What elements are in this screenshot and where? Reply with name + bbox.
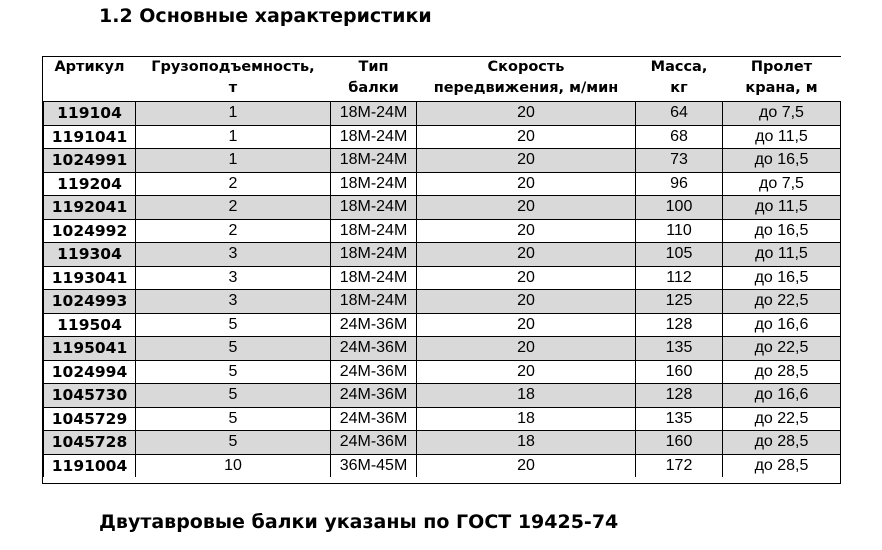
cell-beam-type: 18М-24М	[331, 219, 417, 243]
cell-article: 1024991	[44, 149, 136, 173]
cell-article: 1045730	[44, 384, 136, 408]
cell-span: до 16,5	[723, 219, 841, 243]
cell-mass: 112	[636, 266, 723, 290]
table-row	[44, 125, 841, 149]
header-span: Пролет крана, м	[723, 57, 841, 102]
table-row	[44, 149, 841, 173]
cell-capacity: 1	[136, 149, 331, 173]
cell-mass: 96	[636, 172, 723, 196]
cell-mass: 110	[636, 219, 723, 243]
cell-span: до 11,5	[723, 125, 841, 149]
cell-speed: 20	[417, 266, 636, 290]
cell-speed: 20	[417, 313, 636, 337]
cell-mass: 160	[636, 431, 723, 455]
cell-beam-type: 18М-24М	[331, 290, 417, 314]
cell-capacity: 5	[136, 360, 331, 384]
table-row	[44, 196, 841, 220]
header-beam-type: Тип балки	[331, 57, 417, 102]
cell-speed: 20	[417, 360, 636, 384]
cell-beam-type: 24М-36М	[331, 431, 417, 455]
cell-span: до 16,6	[723, 384, 841, 408]
cell-speed: 18	[417, 384, 636, 408]
table-row	[44, 172, 841, 196]
cell-beam-type: 18М-24М	[331, 125, 417, 149]
cell-speed: 20	[417, 102, 636, 126]
cell-article: 1045728	[44, 431, 136, 455]
cell-mass: 68	[636, 125, 723, 149]
cell-article: 1045729	[44, 407, 136, 431]
cell-capacity: 3	[136, 243, 331, 267]
cell-mass: 125	[636, 290, 723, 314]
cell-article: 1195041	[44, 337, 136, 361]
header-mass: Масса, кг	[636, 57, 723, 102]
cell-span: до 7,5	[723, 102, 841, 126]
cell-capacity: 1	[136, 125, 331, 149]
cell-beam-type: 18М-24М	[331, 266, 417, 290]
cell-article: 119204	[44, 172, 136, 196]
cell-beam-type: 24М-36М	[331, 337, 417, 361]
cell-article: 1191041	[44, 125, 136, 149]
cell-article: 1024993	[44, 290, 136, 314]
cell-speed: 18	[417, 431, 636, 455]
table-row	[44, 290, 841, 314]
cell-span: до 28,5	[723, 454, 841, 477]
cell-mass: 135	[636, 337, 723, 361]
cell-speed: 20	[417, 196, 636, 220]
cell-mass: 160	[636, 360, 723, 384]
cell-beam-type: 24М-36М	[331, 313, 417, 337]
cell-span: до 28,5	[723, 431, 841, 455]
header-capacity: Грузоподъемность, т	[136, 57, 331, 102]
table-row	[44, 407, 841, 431]
table-row	[44, 431, 841, 455]
cell-capacity: 5	[136, 337, 331, 361]
cell-beam-type: 18М-24М	[331, 172, 417, 196]
cell-article: 1193041	[44, 266, 136, 290]
cell-span: до 11,5	[723, 196, 841, 220]
cell-beam-type: 36М-45М	[331, 454, 417, 477]
table-header-row	[44, 57, 841, 102]
cell-mass: 128	[636, 384, 723, 408]
cell-mass: 172	[636, 454, 723, 477]
cell-beam-type: 18М-24М	[331, 196, 417, 220]
cell-span: до 22,5	[723, 290, 841, 314]
cell-span: до 11,5	[723, 243, 841, 267]
cell-capacity: 3	[136, 266, 331, 290]
cell-speed: 18	[417, 407, 636, 431]
specifications-table	[43, 57, 841, 477]
cell-mass: 105	[636, 243, 723, 267]
cell-speed: 20	[417, 337, 636, 361]
cell-span: до 16,5	[723, 149, 841, 173]
cell-beam-type: 24М-36М	[331, 384, 417, 408]
cell-speed: 20	[417, 219, 636, 243]
table-row	[44, 384, 841, 408]
cell-article: 119504	[44, 313, 136, 337]
cell-beam-type: 24М-36М	[331, 360, 417, 384]
header-speed: Скорость передвижения, м/мин	[417, 57, 636, 102]
cell-mass: 128	[636, 313, 723, 337]
cell-article: 1024994	[44, 360, 136, 384]
cell-mass: 73	[636, 149, 723, 173]
cell-span: до 16,5	[723, 266, 841, 290]
cell-span: до 22,5	[723, 337, 841, 361]
cell-span: до 7,5	[723, 172, 841, 196]
cell-mass: 64	[636, 102, 723, 126]
cell-capacity: 2	[136, 219, 331, 243]
cell-capacity: 3	[136, 290, 331, 314]
cell-capacity: 2	[136, 196, 331, 220]
gost-note: Двутавровые балки указаны по ГОСТ 19425-74	[99, 511, 619, 533]
cell-span: до 28,5	[723, 360, 841, 384]
cell-article: 1024992	[44, 219, 136, 243]
cell-article: 119304	[44, 243, 136, 267]
table-row	[44, 243, 841, 267]
cell-beam-type: 18М-24М	[331, 102, 417, 126]
cell-article: 119104	[44, 102, 136, 126]
cell-speed: 20	[417, 149, 636, 173]
cell-article: 1192041	[44, 196, 136, 220]
cell-capacity: 10	[136, 454, 331, 477]
table-row	[44, 266, 841, 290]
cell-mass: 135	[636, 407, 723, 431]
cell-speed: 20	[417, 290, 636, 314]
cell-article: 1191004	[44, 454, 136, 477]
table-row	[44, 219, 841, 243]
cell-capacity: 5	[136, 384, 331, 408]
cell-beam-type: 18М-24М	[331, 149, 417, 173]
header-article: Артикул	[44, 57, 136, 102]
cell-speed: 20	[417, 172, 636, 196]
table-row	[44, 337, 841, 361]
table-row	[44, 102, 841, 126]
cell-span: до 16,6	[723, 313, 841, 337]
cell-capacity: 5	[136, 313, 331, 337]
table-row	[44, 454, 841, 477]
table-row	[44, 360, 841, 384]
cell-capacity: 2	[136, 172, 331, 196]
cell-mass: 100	[636, 196, 723, 220]
cell-beam-type: 18М-24М	[331, 243, 417, 267]
cell-capacity: 5	[136, 407, 331, 431]
cell-beam-type: 24М-36М	[331, 407, 417, 431]
cell-speed: 20	[417, 243, 636, 267]
table-row	[44, 313, 841, 337]
cell-capacity: 5	[136, 431, 331, 455]
section-title: 1.2 Основные характеристики	[99, 5, 432, 27]
cell-speed: 20	[417, 125, 636, 149]
cell-span: до 22,5	[723, 407, 841, 431]
cell-speed: 20	[417, 454, 636, 477]
cell-capacity: 1	[136, 102, 331, 126]
